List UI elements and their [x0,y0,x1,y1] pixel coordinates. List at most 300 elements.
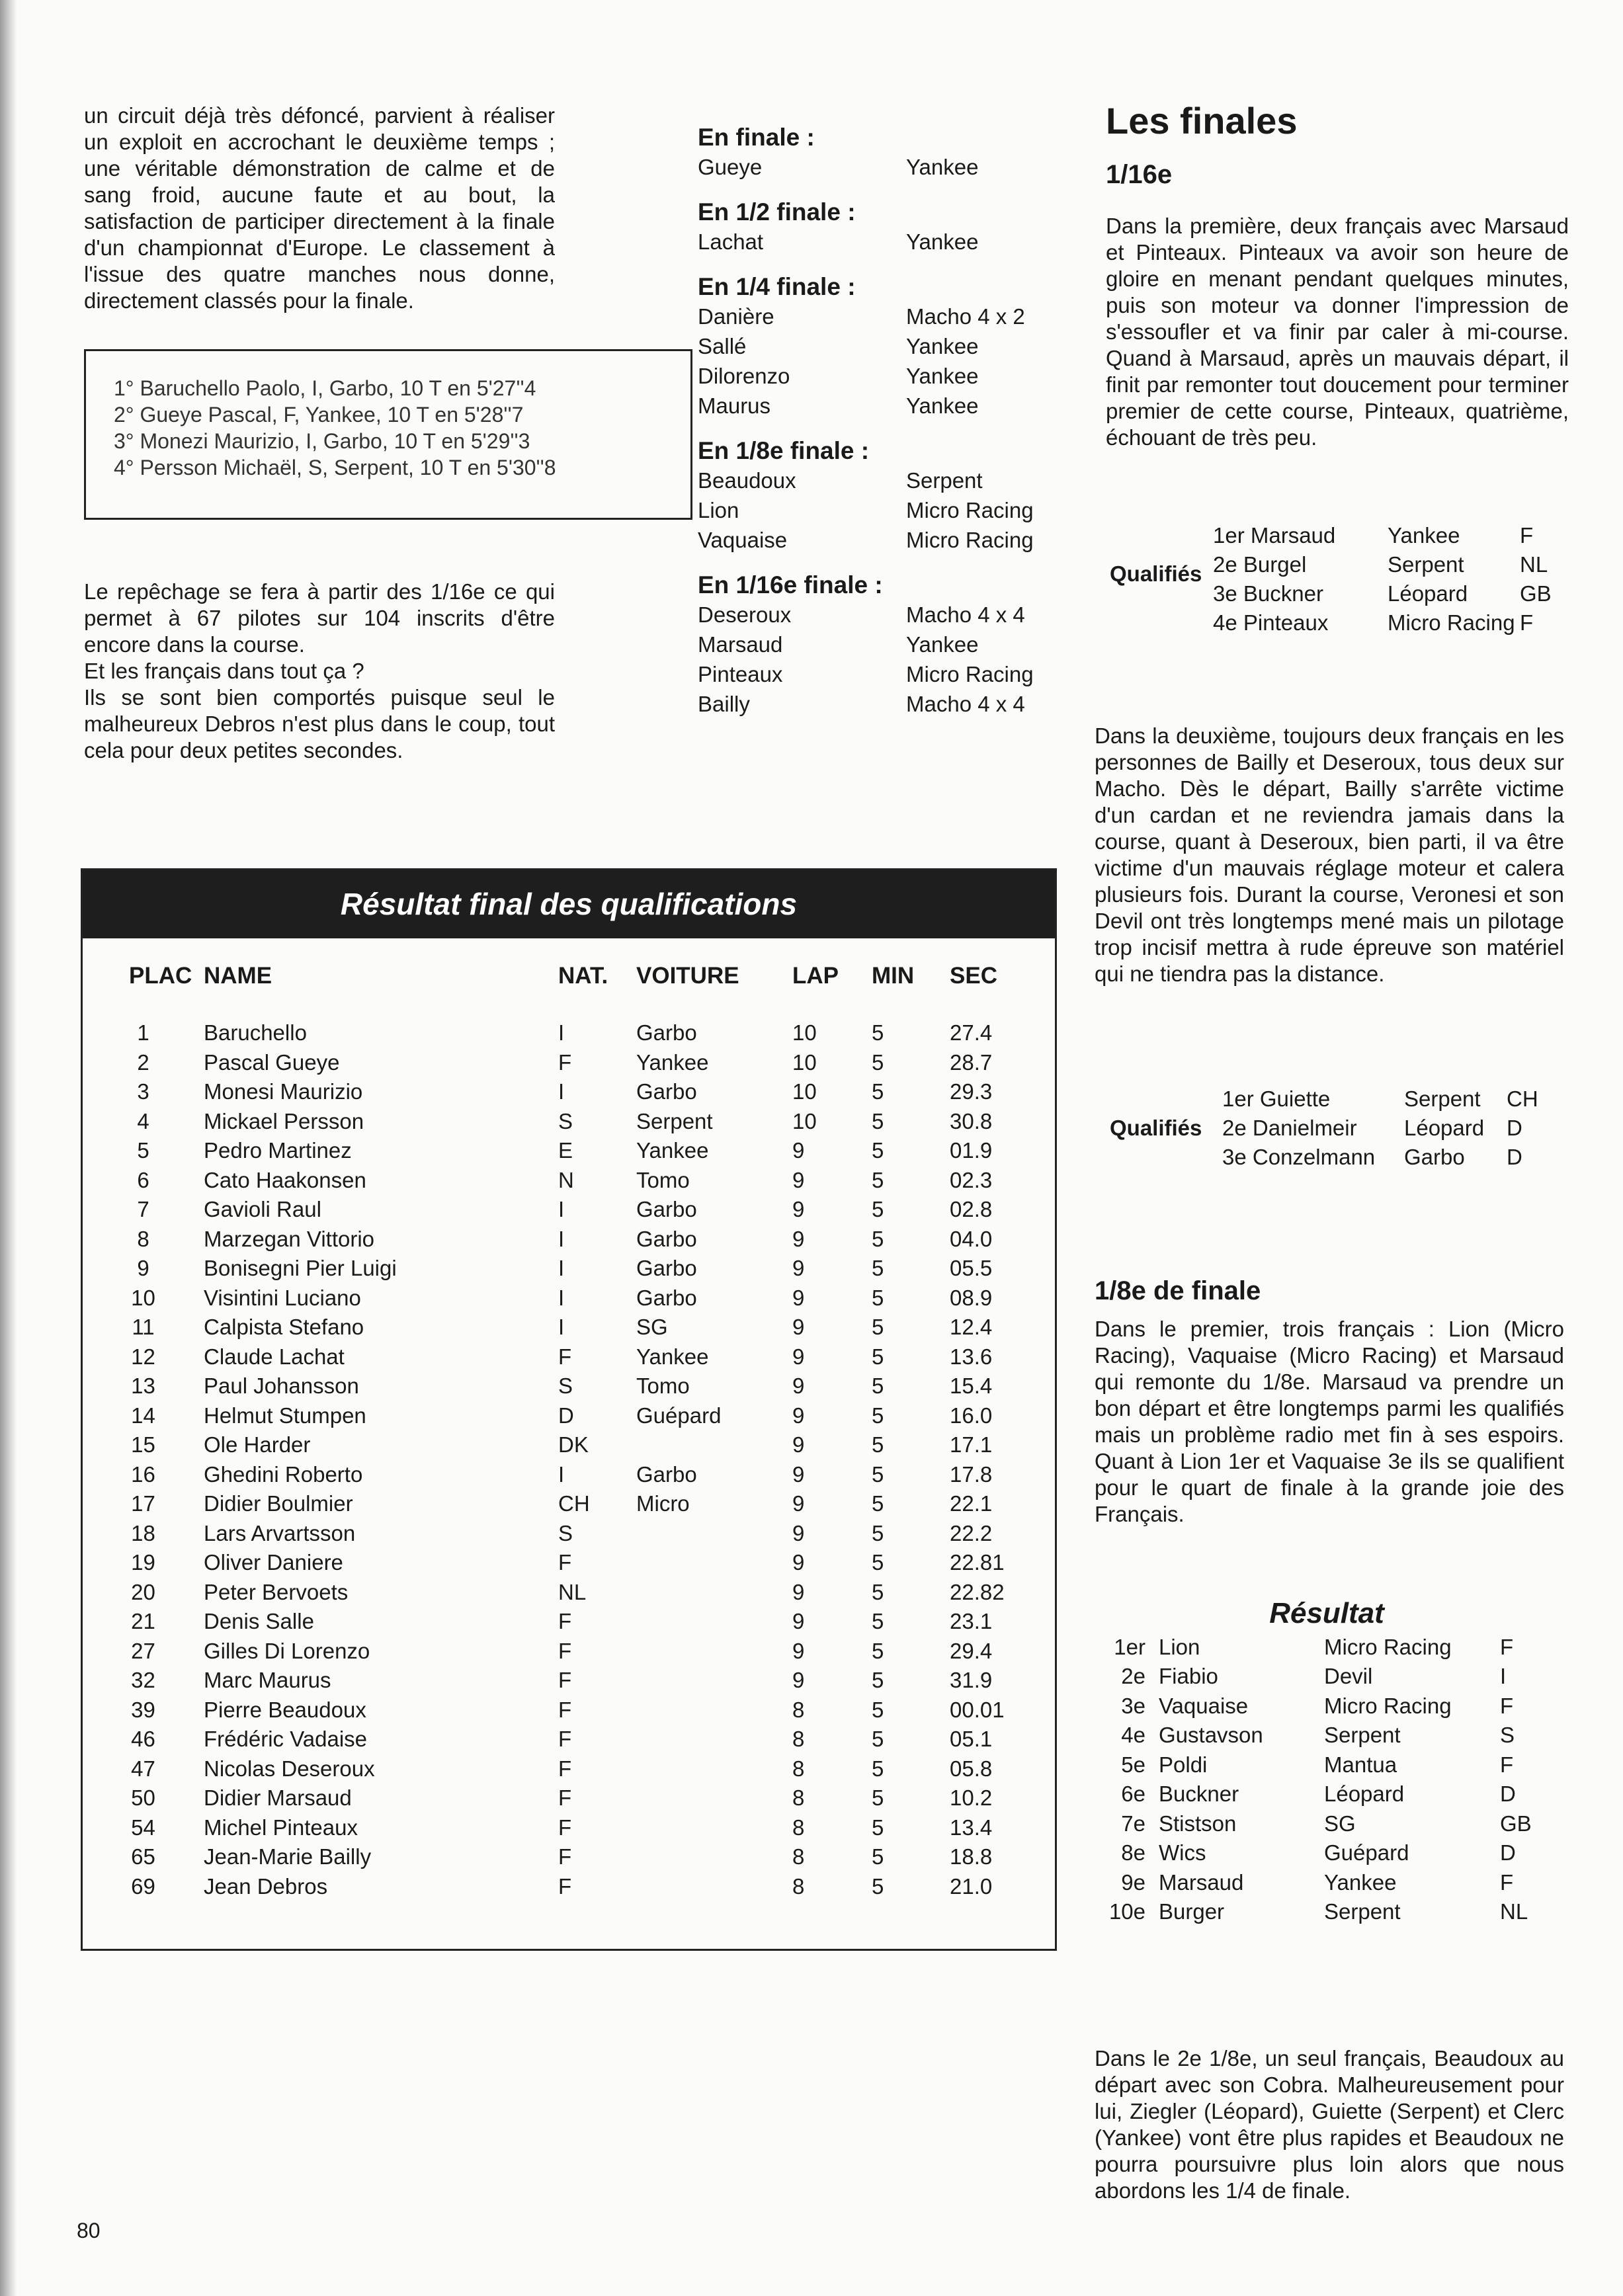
cell-lap: 9 [792,1344,805,1369]
result-row: 1er Lion Micro Racing F [1114,1634,1514,1659]
result-row: 8e Wics Guépard D [1121,1840,1516,1865]
car-name: Yankee [906,229,979,254]
cell-plac: 65 [131,1844,155,1869]
cell-lap: 10 [792,1079,817,1104]
cell-sec: 05.1 [950,1727,993,1751]
cell-lap: 10 [792,1108,817,1133]
cell-voiture [636,1696,792,1725]
cell-voiture: Yankee [636,1344,709,1369]
qualified-row: 1er Guiette Serpent CH [1222,1086,1538,1111]
cell-plac: 2 [137,1049,149,1075]
repechage-line-1: Le repêchage se fera à partir des 1/16e ce qui permet à 67 pilotes sur 104 inscrits d'être encore dans la course. [84,579,555,657]
cell-min: 5 [872,1668,884,1692]
cell-voiture [636,1725,792,1754]
qualified-label: Qualifiés [1110,561,1202,586]
cell-voiture: Tomo [636,1374,690,1398]
cell-min: 5 [872,1697,884,1722]
cell-sec: 18.8 [950,1844,993,1869]
cell-plac: 47 [131,1756,155,1781]
cell-voiture [636,1784,792,1813]
table-row [129,1460,1022,1490]
table-row [129,1489,1022,1519]
cell-lap: 9 [792,1197,805,1221]
table-row [129,1578,1022,1608]
eighth-paragraph-1: Dans le premier, trois français : Lion (Micro Racing), Vaquaise (Micro Racing) et Marsaud qui remonte du 1/8e. Marsaud va prendre un bon départ et être longtemps parmi les qualifiés mais un problème radio met fin à ses espoirs. Quant à Lion 1er et Vaquaise 3e ils se qualifient pour le quart de finale à la grande joie des Français. [1095,1317,1564,1526]
finals-title: Les finales [1106,100,1298,142]
cell-name: Michel Pinteaux [204,1815,358,1840]
cell-sec: 04.0 [950,1226,993,1251]
cell-plac: 17 [131,1491,155,1516]
driver-name: Sallé [698,334,747,358]
cell-name: Cato Haakonsen [204,1167,366,1192]
round-title: En 1/2 finale : [698,198,856,226]
driver-name: Lion [698,498,739,522]
cell-lap: 9 [792,1138,805,1163]
cell-min: 5 [872,1844,884,1869]
scan-edge-shadow [0,0,17,2296]
result-row: 5e Poldi Mantua F [1121,1752,1514,1777]
cell-min: 5 [872,1020,884,1045]
result-row: 4e Gustavson Serpent S [1121,1723,1515,1747]
cell-min: 5 [872,1403,884,1428]
cell-nat: I [558,1197,565,1221]
cell-name: Denis Salle [204,1609,314,1633]
cell-plac: 46 [131,1727,155,1751]
cell-nat: F [558,1344,572,1369]
cell-nat: I [558,1079,565,1104]
table-row [129,1725,1022,1754]
car-name: Yankee [906,155,979,179]
cell-nat: CH [558,1491,590,1516]
cell-sec: 29.3 [950,1079,993,1104]
cell-lap: 10 [792,1049,817,1075]
cell-min: 5 [872,1873,884,1899]
round-title: En 1/16e finale : [698,571,883,598]
cell-name: Gavioli Raul [204,1197,321,1221]
cell-plac: 16 [131,1461,155,1487]
cell-lap: 9 [792,1432,805,1457]
result-row: 7e Stistson SG GB [1121,1811,1532,1836]
table-row [129,1284,1022,1313]
cell-sec: 27.4 [950,1020,993,1045]
cell-voiture: Garbo [636,1020,697,1045]
qualification-results-box [81,868,1057,1951]
cell-nat: S [558,1374,573,1398]
driver-name: Deseroux [698,602,792,627]
cell-lap: 8 [792,1785,805,1810]
cell-voiture: Garbo [636,1226,697,1251]
car-name: Macho 4 x 2 [906,304,1025,329]
table-row [129,1401,1022,1431]
table-row [129,1784,1022,1813]
round-section [698,272,1068,421]
cell-voiture: Micro [636,1491,690,1516]
cell-sec: 29.4 [950,1638,993,1663]
table-row [129,1048,1022,1078]
cell-lap: 9 [792,1403,805,1428]
repechage-line-3: Ils se sont bien comportés puisque seul le malheureux Debros n'est plus dans le coup, tout cela pour deux petites secondes. [84,685,555,762]
cell-voiture: Guépard [636,1403,722,1428]
cell-min: 5 [872,1609,884,1633]
cell-name: Mickael Persson [204,1108,364,1133]
cell-lap: 8 [792,1873,805,1899]
cell-sec: 31.9 [950,1668,993,1692]
round-section [698,436,1068,555]
sixteenth-paragraph-2: Dans la deuxième, toujours deux français en les personnes de Bailly et Deseroux, tous deux sur Macho. Dès le départ, Bailly s'arrête victime d'un cardan et ne reviendra jamais dans la course, quant à Deseroux, bien parti, il va être victime d'un mauvais réglage moteur et calera plusieurs fois. Durant la course, Veronesi et son Devil ont très longtemps mené mais un pilotage trop incisif mettra à rude épreuve son matériel qui ne tiendra pas la distance. [1095,723,1564,986]
table-row [129,1872,1022,1902]
col-header-name: NAME [204,963,272,989]
driver-name: Lachat [698,229,764,254]
car-name: Serpent [906,468,983,493]
table-row [129,1607,1022,1637]
cell-nat: F [558,1668,572,1692]
cell-min: 5 [872,1815,884,1840]
cell-name: Lars Arvartsson [204,1520,356,1545]
cell-min: 5 [872,1049,884,1075]
cell-sec: 23.1 [950,1609,993,1633]
table-row [129,1754,1022,1784]
cell-name: Ghedini Roberto [204,1461,363,1487]
cell-voiture [636,1754,792,1784]
cell-min: 5 [872,1520,884,1545]
cell-sec: 10.2 [950,1785,993,1810]
cell-lap: 9 [792,1315,805,1339]
car-name: Yankee [906,393,979,418]
qualified-row: 4e Pinteaux Micro Racing F [1213,610,1534,635]
cell-nat: F [558,1727,572,1751]
eighth-subtitle: 1/8e de finale [1095,1276,1261,1305]
cell-lap: 8 [792,1844,805,1869]
cell-min: 5 [872,1226,884,1251]
cell-nat: F [558,1756,572,1781]
cell-name: Pascal Gueye [204,1049,340,1075]
cell-plac: 13 [131,1374,155,1398]
cell-name: Didier Marsaud [204,1785,352,1810]
cell-lap: 9 [792,1256,805,1280]
cell-name: Ole Harder [204,1432,311,1457]
qualified-row: 3e Conzelmann Garbo D [1222,1145,1522,1169]
qualified-list-1 [1110,521,1573,637]
cell-min: 5 [872,1374,884,1398]
round-title: En 1/8e finale : [698,437,870,464]
round-section [698,123,1068,182]
cell-lap: 9 [792,1374,805,1398]
cell-sec: 08.9 [950,1285,993,1310]
qualified-list-2 [1110,1085,1573,1172]
cell-sec: 22.82 [950,1579,1005,1604]
cell-name: Pierre Beaudoux [204,1697,366,1722]
driver-name: Danière [698,304,774,329]
cell-sec: 28.7 [950,1049,993,1075]
cell-name: Visintini Luciano [204,1285,361,1310]
cell-voiture: Garbo [636,1079,697,1104]
cell-plac: 6 [137,1167,149,1192]
result-row: 6e Buckner Léopard D [1121,1782,1516,1806]
cell-min: 5 [872,1108,884,1133]
cell-plac: 1 [137,1020,149,1045]
cell-plac: 5 [137,1138,149,1163]
cell-plac: 32 [131,1668,155,1692]
cell-min: 5 [872,1727,884,1751]
cell-plac: 9 [137,1256,149,1280]
mid-rounds-column [698,123,1068,719]
cell-plac: 7 [137,1197,149,1221]
cell-lap: 9 [792,1285,805,1310]
cell-voiture [636,1578,792,1608]
cell-plac: 50 [131,1785,155,1810]
cell-min: 5 [872,1461,884,1487]
cell-lap: 8 [792,1727,805,1751]
cell-name: Helmut Stumpen [204,1403,366,1428]
cell-min: 5 [872,1579,884,1604]
cell-nat: I [558,1315,565,1339]
round-section [698,198,1068,257]
cell-voiture: Yankee [636,1138,709,1163]
qualified-row: 1er Marsaud Yankee F [1213,523,1534,548]
cell-nat: F [558,1609,572,1633]
col-header-plac: PLAC [129,963,192,989]
cell-lap: 9 [792,1491,805,1516]
cell-nat: F [558,1550,572,1575]
cell-sec: 22.1 [950,1491,993,1516]
cell-nat: F [558,1873,572,1899]
cell-sec: 12.4 [950,1315,993,1339]
car-name: Macho 4 x 4 [906,692,1025,716]
cell-lap: 9 [792,1226,805,1251]
cell-voiture: Garbo [636,1285,697,1310]
podium-line: 3° Monezi Maurizio, I, Garbo, 10 T en 5'29''3 [114,429,530,453]
cell-voiture [636,1430,792,1460]
cell-sec: 15.4 [950,1374,993,1398]
cell-voiture [636,1872,792,1902]
cell-nat: S [558,1108,573,1133]
cell-plac: 14 [131,1403,155,1428]
eighth-paragraph-2: Dans le 2e 1/8e, un seul français, Beaudoux au départ avec son Cobra. Malheureusement pour lui, Ziegler (Léopard), Guiette (Serpent) et Clerc (Yankee) vont être plus rapides et Beaudoux ne pourra poursuivre plus loin alors que nous abordons les 1/4 de finale. [1095,2046,1564,2203]
cell-nat: F [558,1785,572,1810]
cell-nat: I [558,1020,565,1045]
cell-lap: 9 [792,1668,805,1692]
cell-lap: 8 [792,1815,805,1840]
cell-nat: D [558,1403,574,1428]
cell-name: Oliver Daniere [204,1550,343,1575]
cell-sec: 02.8 [950,1197,993,1221]
cell-name: Peter Bervoets [204,1579,349,1604]
cell-plac: 18 [131,1520,155,1545]
results-title-band: Résultat final des qualifications [83,870,1055,938]
cell-min: 5 [872,1344,884,1369]
cell-name: Didier Boulmier [204,1491,353,1516]
cell-lap: 9 [792,1609,805,1633]
table-row [129,1637,1022,1666]
car-name: Micro Racing [906,498,1034,522]
cell-sec: 22.2 [950,1520,993,1545]
cell-name: Calpista Stefano [204,1315,364,1339]
page-number: 80 [77,2219,101,2242]
car-name: Yankee [906,364,979,388]
cell-name: Jean-Marie Bailly [204,1844,372,1869]
table-row [129,1254,1022,1284]
cell-name: Bonisegni Pier Luigi [204,1256,397,1280]
podium-line: 4° Persson Michaël, S, Serpent, 10 T en 5'30''8 [114,456,556,479]
results-body [129,1018,1022,1901]
repechage-line-2: Et les français dans tout ça ? [84,659,364,683]
table-row [129,1813,1022,1843]
cell-lap: 9 [792,1638,805,1663]
cell-min: 5 [872,1138,884,1163]
cell-voiture [636,1637,792,1666]
round-section [698,571,1068,719]
table-row [129,1195,1022,1225]
cell-sec: 01.9 [950,1138,993,1163]
cell-name: Nicolas Deseroux [204,1756,375,1781]
cell-plac: 69 [131,1873,155,1899]
cell-voiture [636,1519,792,1549]
cell-nat: DK [558,1432,589,1457]
driver-name: Gueye [698,155,763,179]
left-intro-paragraph: un circuit déjà très défoncé, parvient à réaliser un exploit en accrochant le deuxième temps ; une véritable démonstration de calme et de sang froid, aucune faute et au bout, la satisfaction de participer directement à la finale d'un championnat d'Europe. Le classement à l'issue des quatre manches nous donne, directement classés pour la finale. [84,103,555,313]
car-name: Micro Racing [906,662,1034,686]
col-header-voiture: VOITURE [636,963,739,989]
car-name: Macho 4 x 4 [906,602,1025,627]
eighth-result-list [1102,1599,1532,1927]
cell-voiture [636,1842,792,1872]
cell-voiture: Garbo [636,1256,697,1280]
cell-sec: 13.6 [950,1344,993,1369]
table-row [129,1696,1022,1725]
cell-sec: 22.81 [950,1550,1005,1575]
cell-min: 5 [872,1167,884,1192]
cell-nat: F [558,1844,572,1869]
qualified-row: 3e Buckner Léopard GB [1213,581,1552,606]
car-name: Micro Racing [906,528,1034,552]
table-row [129,1519,1022,1549]
cell-name: Monesi Maurizio [204,1079,363,1104]
table-row [129,1430,1022,1460]
cell-sec: 16.0 [950,1403,993,1428]
table-row [129,1077,1022,1107]
cell-min: 5 [872,1256,884,1280]
car-name: Yankee [906,632,979,657]
cell-voiture [636,1666,792,1696]
cell-voiture: SG [636,1315,668,1339]
cell-lap: 9 [792,1520,805,1545]
cell-voiture [636,1548,792,1578]
cell-min: 5 [872,1079,884,1104]
table-row [129,1842,1022,1872]
driver-name: Dilorenzo [698,364,790,388]
cell-min: 5 [872,1432,884,1457]
driver-name: Bailly [698,692,750,716]
cell-nat: NL [558,1579,587,1604]
table-row [129,1166,1022,1196]
col-header-lap: LAP [792,963,839,989]
cell-name: Baruchello [204,1020,307,1045]
result-row: 3e Vaquaise Micro Racing F [1121,1693,1514,1718]
result-row: 9e Marsaud Yankee F [1121,1869,1514,1895]
driver-name: Marsaud [698,632,783,657]
qualified-row: 2e Danielmeir Léopard D [1222,1116,1522,1140]
cell-sec: 13.4 [950,1815,993,1840]
cell-voiture [636,1813,792,1843]
cell-name: Pedro Martinez [204,1138,352,1163]
round-title: En finale : [698,124,815,151]
cell-nat: S [558,1520,573,1545]
cell-min: 5 [872,1285,884,1310]
cell-plac: 10 [131,1285,155,1310]
cell-nat: F [558,1815,572,1840]
cell-plac: 15 [131,1432,155,1457]
cell-sec: 17.8 [950,1461,993,1487]
driver-name: Pinteaux [698,662,783,686]
table-row [129,1548,1022,1578]
cell-nat: F [558,1049,572,1075]
cell-plac: 21 [131,1609,155,1633]
cell-voiture: Tomo [636,1167,690,1192]
cell-name: Marzegan Vittorio [204,1226,375,1251]
table-row [129,1313,1022,1342]
cell-nat: I [558,1285,565,1310]
cell-sec: 00.01 [950,1697,1005,1722]
cell-name: Claude Lachat [204,1344,345,1369]
cell-voiture: Yankee [636,1049,709,1075]
cell-plac: 4 [137,1108,149,1133]
car-name: Yankee [906,334,979,358]
cell-name: Gilles Di Lorenzo [204,1638,370,1663]
cell-min: 5 [872,1550,884,1575]
cell-plac: 11 [132,1315,155,1339]
cell-plac: 3 [137,1079,149,1104]
driver-name: Vaquaise [698,528,788,552]
cell-nat: I [558,1461,565,1487]
result-row: 10e Burger Serpent NL [1108,1899,1528,1924]
cell-sec: 05.8 [950,1756,993,1781]
results-table [129,963,1022,1901]
col-header-sec: SEC [950,963,997,989]
cell-min: 5 [872,1491,884,1516]
cell-voiture: Garbo [636,1197,697,1221]
cell-lap: 8 [792,1756,805,1781]
table-row [129,1136,1022,1166]
cell-sec: 05.5 [950,1256,993,1280]
podium-line: 2° Gueye Pascal, F, Yankee, 10 T en 5'28''7 [114,403,524,427]
cell-nat: F [558,1697,572,1722]
cell-lap: 10 [792,1020,817,1045]
sixteenth-subtitle: 1/16e [1106,160,1173,189]
results-header-row [129,963,1022,1013]
cell-min: 5 [872,1197,884,1221]
table-row [129,1018,1022,1048]
cell-nat: I [558,1256,565,1280]
table-row [129,1342,1022,1372]
cell-name: Paul Johansson [204,1374,359,1398]
table-row [129,1107,1022,1137]
cell-lap: 9 [792,1579,805,1604]
cell-voiture [636,1607,792,1637]
podium-line: 1° Baruchello Paolo, I, Garbo, 10 T en 5'27''4 [114,376,536,400]
cell-plac: 12 [131,1344,155,1369]
qualified-row: 2e Burgel Serpent NL [1213,552,1548,577]
cell-plac: 19 [131,1550,155,1575]
cell-plac: 54 [131,1815,155,1840]
cell-name: Marc Maurus [204,1668,331,1692]
driver-name: Beaudoux [698,468,796,493]
cell-sec: 30.8 [950,1108,993,1133]
table-row [129,1372,1022,1401]
cell-min: 5 [872,1756,884,1781]
repechage-paragraph [84,579,555,764]
cell-lap: 9 [792,1550,805,1575]
result-title: Résultat [1269,1597,1384,1629]
